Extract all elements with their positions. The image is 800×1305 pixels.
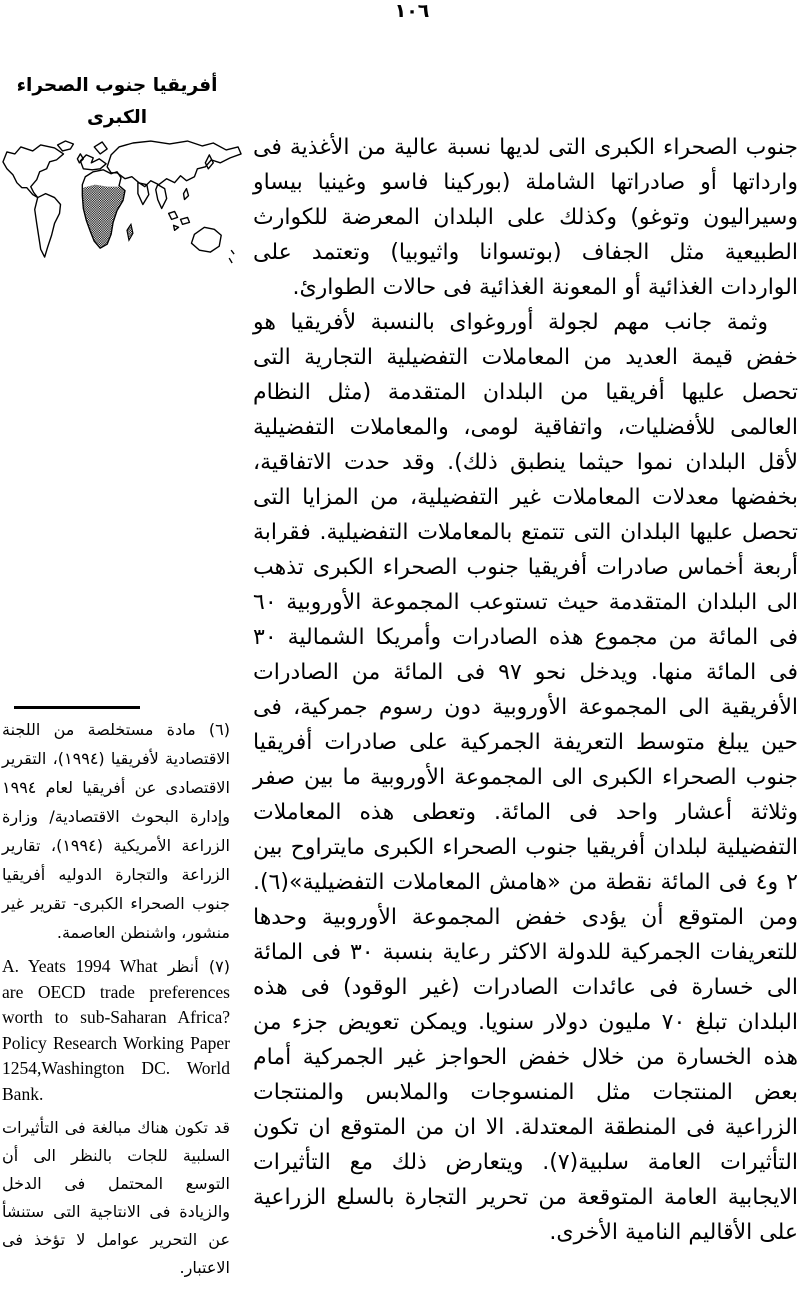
footnotes (2, 706, 230, 1282)
paragraph-2: وثمة جانب مهم لجولة أوروغواى بالنسبة لأفريقيا هو خفض قيمة العديد من المعاملات التفضيلية التجارية التى تحصل عليها أفريقيا من البلدان المتقدمة (مثل النظام العالمى للأفضليات، واتفاقية لومى، والمعاملات التفضيلية لأقل البلدان نموا حيثما ينطبق ذلك). وقد حدت الاتفاقية، بخفضها معدلات المعاملات غير التفضيلية، من المزايا التى تحصل عليها البلدان التى تتمتع بالمعاملات التفضيلية. فقرابة أربعة أخماس صادرات أفريقيا جنوب الصحراء الكبرى تذهب الى البلدان المتقدمة حيث تستوعب المجموعة الأوروبية ٦٠ فى المائة من مجموع هذه الصادرات وأمريكا الشمالية ٣٠ فى المائة منها. ويدخل نحو ٩٧ فى المائة من الصادرات الأفريقية الى المجموعة الأوروبية دون رسوم جمركية، فى حين يبلغ متوسط التعريفة الجمركية على صادرات أفريقيا جنوب الصحراء الكبرى الى المجموعة الأوروبية ما بين صفر وثلاثة أعشار واحد فى المائة. وتعطى هذه المعاملات التفضيلية لبلدان أفريقيا جنوب الصحراء الكبرى مايتراوح بين ٢ و٤ فى المائة نقطة من «هامش المعاملات التفضيلية»(٦). ومن المتوقع أن يؤدى خفض المجموعة الأوروبية وحدها للتعريفات الجمركية للدولة الاكثر رعاية بنسبة ٣٠ فى المائة الى خسارة فى عائدات الصادرات (غير الوقود) فى هذه البلدان تبلغ ٧٠ مليون دولار سنويا. ويمكن تعويض جزء من هذه الخسارة من خلال خفض الحواجز غير الجمركية أمام بعض المنتجات مثل المنسوجات والملابس والمنتجات الزراعية فى المنطقة المعتدلة. الا ان من المتوقع ان تكون التأثيرات العامة سلبية(٧). ويتعارض ذلك مع التأثيرات الايجابية العامة المتوقعة من تحرير التجارة بالسلع الزراعية على الأقاليم النامية الأخرى. (253, 310, 799, 1245)
southeast-asia-outline (156, 185, 167, 209)
footnote-divider (14, 706, 140, 709)
footnote-6: (٦) مادة مستخلصة من اللجنة الاقتصادية لأفريقيا (١٩٩٤)، التقرير الاقتصادى عن أفريقيا لعام ١٩٩٤ وإدارة البحوث الاقتصادية/ وزارة الزراعة الأمريكية (١٩٩٤)، تقارير الزراعة والتجارة الدوليه أفريقيا جنوب الصحراء الكبرى- تقرير غير منشور، واشنطن العاصمة. (2, 720, 230, 942)
footnote-7 (2, 954, 230, 1107)
indonesia-islands (169, 211, 190, 230)
philippines-outline (184, 189, 189, 200)
british-isles-outline (77, 154, 83, 163)
region-title (8, 70, 226, 134)
region-title-line2: الكبرى (86, 107, 148, 128)
madagascar-outline (127, 224, 133, 240)
page-number: ١٠٦ (394, 0, 430, 22)
main-text (253, 130, 798, 1250)
greenland-outline (58, 141, 74, 151)
region-title-line1: أفريقيا جنوب الصحراء (16, 75, 218, 96)
footnote-7-continuation: قد تكون هناك مبالغة فى التأثيرات السلبية للجات بالنظر الى أن التوسع المحتمل فى الدخل والزيادة فى الانتاجية التى ستنشأ عن التحرير عوامل لا تؤخذ فى الاعتبار. (2, 1118, 230, 1277)
world-map-icon (0, 138, 248, 272)
world-map-svg (0, 138, 248, 272)
footnote-7-citation: A. Yeats 1994 What are OECD trade preferences worth to sub-Saharan Africa? Policy Research Working Paper 1254,Washington DC. World Bank. (2, 956, 230, 1104)
scandinavia-outline (94, 142, 107, 154)
europe-outline (80, 155, 106, 170)
paragraph-1: جنوب الصحراء الكبرى التى لديها نسبة عالية من الأغذية فى وارداتها أو صادراتها الشاملة (بوركينا فاسو وغينيا بيساو وسيراليون وتوغو) وكذلك على البلدان المعرضة للكوارث الطبيعية مثل الجفاف (بوتسوانا واثيوبيا) وتعتمد على الواردات الغذائية أو المعونة الغذائية فى حالات الطوارئ. (253, 135, 798, 300)
asia-outline (107, 141, 241, 187)
footnote-7-marker: (٧) أنظر (167, 957, 230, 976)
new-zealand-outline (229, 250, 234, 263)
north-america-outline (3, 145, 64, 198)
australia-outline (191, 227, 221, 252)
south-america-outline (35, 194, 61, 257)
sub-saharan-africa-region (82, 185, 125, 248)
